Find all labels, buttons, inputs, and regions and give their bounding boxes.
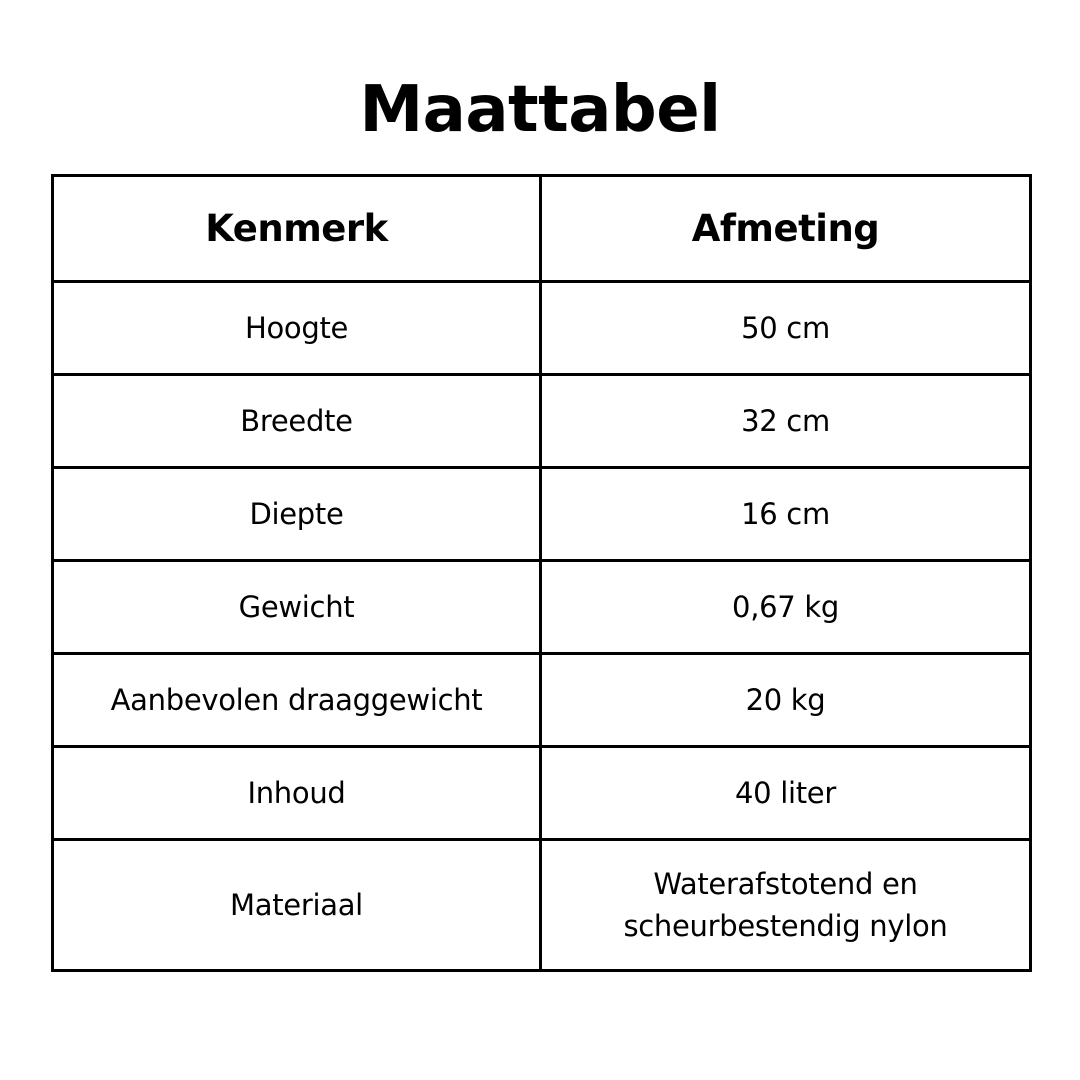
kenmerk-cell: Inhoud <box>53 747 541 840</box>
kenmerk-cell: Aanbevolen draaggewicht <box>53 654 541 747</box>
column-header-kenmerk: Kenmerk <box>53 176 541 282</box>
afmeting-cell: 16 cm <box>541 468 1031 561</box>
kenmerk-cell: Hoogte <box>53 282 541 375</box>
table-row <box>53 747 1031 840</box>
column-header-afmeting: Afmeting <box>541 176 1031 282</box>
afmeting-cell: 20 kg <box>541 654 1031 747</box>
table-row <box>53 654 1031 747</box>
afmeting-line: scheurbestendig nylon <box>623 909 948 943</box>
kenmerk-cell: Materiaal <box>53 840 541 971</box>
table-row <box>53 561 1031 654</box>
table-row <box>53 375 1031 468</box>
table-header-row <box>53 176 1031 282</box>
kenmerk-cell: Breedte <box>53 375 541 468</box>
afmeting-cell: 32 cm <box>541 375 1031 468</box>
afmeting-cell: 50 cm <box>541 282 1031 375</box>
afmeting-line: Waterafstotend en <box>653 867 918 901</box>
afmeting-cell: 0,67 kg <box>541 561 1031 654</box>
kenmerk-cell: Diepte <box>53 468 541 561</box>
size-table <box>51 174 1032 972</box>
table-row <box>53 282 1031 375</box>
page-title: Maattabel <box>359 73 721 147</box>
afmeting-cell <box>541 840 1031 971</box>
table-row <box>53 840 1031 971</box>
table-row <box>53 468 1031 561</box>
afmeting-cell: 40 liter <box>541 747 1031 840</box>
kenmerk-cell: Gewicht <box>53 561 541 654</box>
